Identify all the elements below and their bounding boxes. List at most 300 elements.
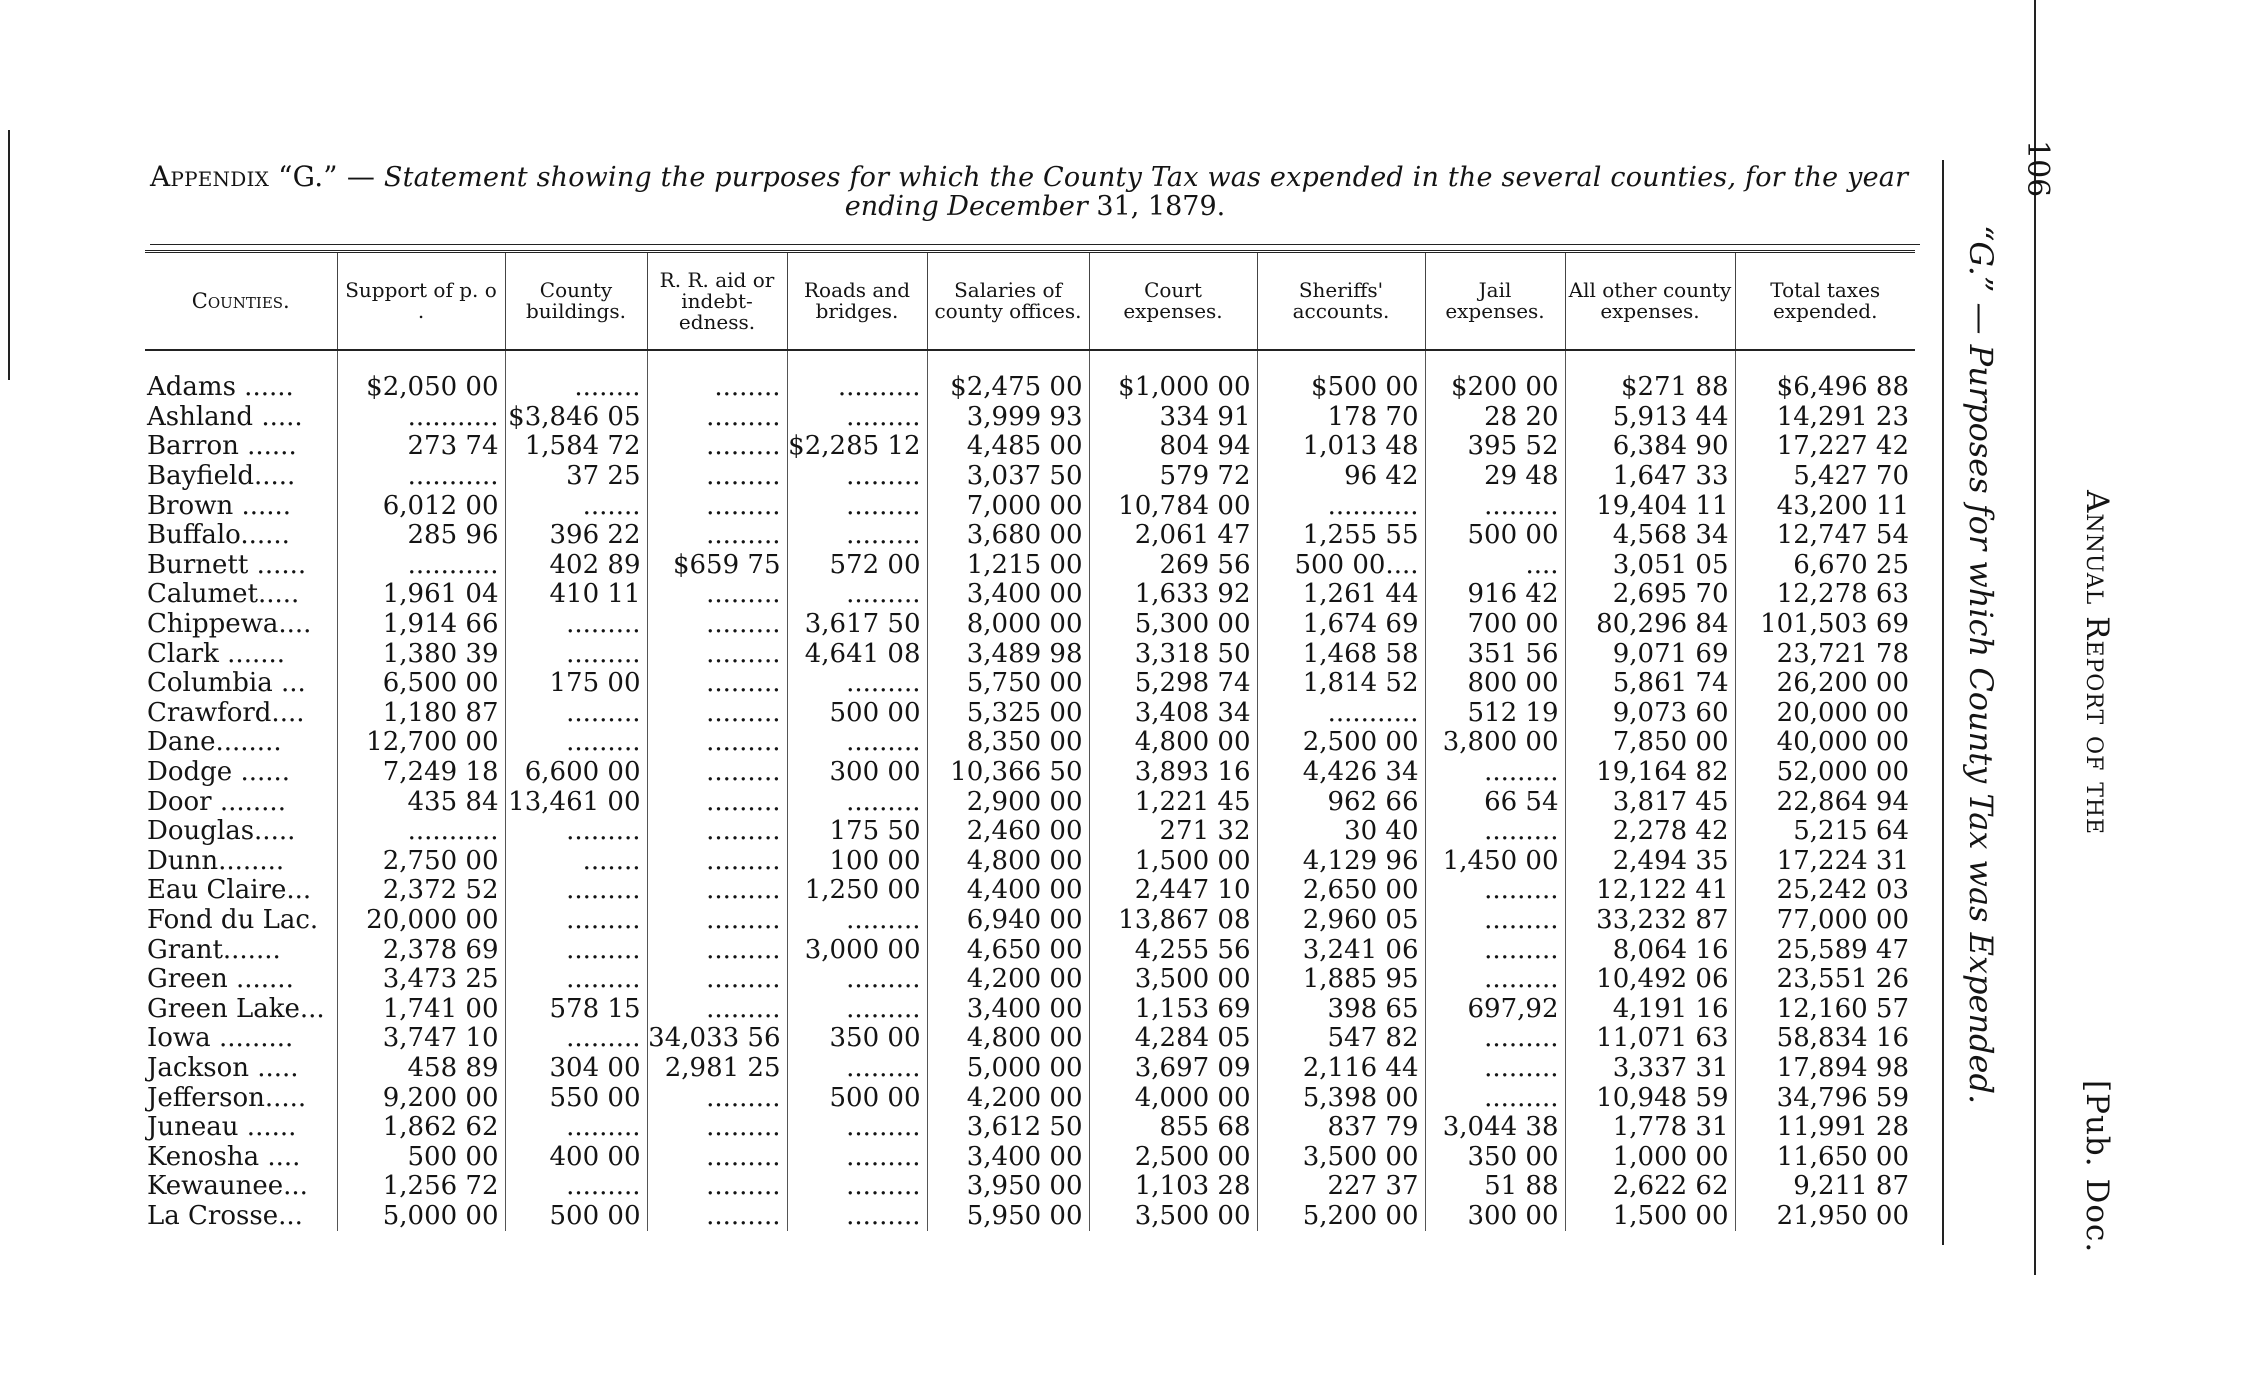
table-cell: $3,846 05	[505, 403, 647, 433]
table-cell: 500 00....	[1257, 551, 1425, 581]
column-header: R. R. aid or indebt-edness.	[647, 252, 787, 351]
table-cell: 3,893 16	[1089, 758, 1257, 788]
table-cell: 300 00	[787, 758, 927, 788]
table-cell: 2,960 05	[1257, 906, 1425, 936]
table-cell: 3,817 45	[1565, 787, 1735, 817]
table-cell: 40,000 00	[1735, 728, 1915, 758]
table-row	[145, 1113, 1915, 1143]
table-cell: 4,200 00	[927, 1083, 1089, 1113]
table-cell: 1,221 45	[1089, 787, 1257, 817]
table-cell: .........	[505, 1113, 647, 1143]
county-name: Brown ......	[147, 491, 292, 521]
table-cell: 6,940 00	[927, 906, 1089, 936]
table-cell: 3,489 98	[927, 639, 1089, 669]
left-margin-rule	[8, 130, 10, 380]
table-row	[145, 462, 1915, 492]
table-cell: 14,291 23	[1735, 403, 1915, 433]
table-cell: 4,650 00	[927, 935, 1089, 965]
table-cell: .........	[787, 1054, 927, 1084]
table-cell: 4,426 34	[1257, 758, 1425, 788]
table-cell: .........	[647, 403, 787, 433]
table-cell: .........	[1425, 935, 1565, 965]
table-cell: 804 94	[1089, 432, 1257, 462]
table-cell: .........	[647, 1083, 787, 1113]
table-cell: 500 00	[1425, 521, 1565, 551]
county-name: Grant.......	[147, 935, 281, 965]
table-cell: 3,318 50	[1089, 639, 1257, 669]
column-header: Counties.	[145, 252, 337, 351]
county-name: Dunn........	[147, 846, 285, 876]
table-cell: .........	[647, 521, 787, 551]
table-cell: 2,447 10	[1089, 876, 1257, 906]
table-cell: 6,670 25	[1735, 551, 1915, 581]
table-cell: 178 70	[1257, 403, 1425, 433]
table-cell: 578 15	[505, 994, 647, 1024]
table-cell: 350 00	[787, 1024, 927, 1054]
table-cell: ...........	[337, 403, 505, 433]
table-row	[145, 669, 1915, 699]
table-row	[145, 1142, 1915, 1172]
table-cell: 3,473 25	[337, 965, 505, 995]
table-cell: .........	[1425, 817, 1565, 847]
table-cell: 400 00	[505, 1142, 647, 1172]
table-cell: 6,012 00	[337, 491, 505, 521]
table-cell: 402 89	[505, 551, 647, 581]
table-cell: ...........	[337, 462, 505, 492]
table-cell: 3,044 38	[1425, 1113, 1565, 1143]
table-cell: 5,861 74	[1565, 669, 1735, 699]
pub-doc-label: [Pub. Doc.	[2079, 1080, 2115, 1254]
table-cell: .........	[647, 699, 787, 729]
table-cell: 1,885 95	[1257, 965, 1425, 995]
table-cell: 837 79	[1257, 1113, 1425, 1143]
table-cell: 5,300 00	[1089, 610, 1257, 640]
table-cell: 9,071 69	[1565, 639, 1735, 669]
table-cell: .........	[647, 1113, 787, 1143]
table-cell: 1,862 62	[337, 1113, 505, 1143]
table-cell: 25,242 03	[1735, 876, 1915, 906]
table-cell: 1,103 28	[1089, 1172, 1257, 1202]
right-table-rule	[1942, 160, 1944, 1245]
table-cell: 1,961 04	[337, 580, 505, 610]
table-cell: 9,073 60	[1565, 699, 1735, 729]
table-cell: 37 25	[505, 462, 647, 492]
table-cell: 1,013 48	[1257, 432, 1425, 462]
table-row	[145, 551, 1915, 581]
table-cell: .........	[505, 876, 647, 906]
table-cell: .........	[647, 1142, 787, 1172]
table-row	[145, 1024, 1915, 1054]
table-cell: 697,92	[1425, 994, 1565, 1024]
table-cell: 700 00	[1425, 610, 1565, 640]
table-cell: 80,296 84	[1565, 610, 1735, 640]
table-cell: 1,255 55	[1257, 521, 1425, 551]
table-cell: 5,000 00	[927, 1054, 1089, 1084]
table-cell: 101,503 69	[1735, 610, 1915, 640]
title-date-italic: ending December	[844, 191, 1088, 222]
table-cell: .........	[647, 728, 787, 758]
table-row	[145, 521, 1915, 551]
table-cell: 1,256 72	[337, 1172, 505, 1202]
column-header: Court expenses.	[1089, 252, 1257, 351]
column-header: Sheriffs' accounts.	[1257, 252, 1425, 351]
table-cell: .........	[505, 1172, 647, 1202]
table-cell: .......	[505, 847, 647, 877]
table-cell: 4,129 96	[1257, 847, 1425, 877]
county-name: Clark .......	[147, 639, 286, 669]
table-cell: 3,800 00	[1425, 728, 1565, 758]
table-cell: 2,695 70	[1565, 580, 1735, 610]
table-row	[145, 847, 1915, 877]
table-cell: .........	[1425, 876, 1565, 906]
table-cell: .........	[505, 728, 647, 758]
table-cell: .........	[1425, 1024, 1565, 1054]
table-row	[145, 935, 1915, 965]
table-cell: 579 72	[1089, 462, 1257, 492]
table-cell: 5,215 64	[1735, 817, 1915, 847]
county-name: Adams ......	[147, 373, 294, 403]
table-cell: .........	[647, 994, 787, 1024]
table-cell: 512 19	[1425, 699, 1565, 729]
table-cell: 1,261 44	[1257, 580, 1425, 610]
table-cell: .........	[505, 965, 647, 995]
table-cell: 3,337 31	[1565, 1054, 1735, 1084]
table-cell: $200 00	[1425, 373, 1565, 403]
table-cell: 1,741 00	[337, 994, 505, 1024]
table-row	[145, 758, 1915, 788]
table-cell: 547 82	[1257, 1024, 1425, 1054]
table-cell: 3,950 00	[927, 1172, 1089, 1202]
table-cell: 273 74	[337, 432, 505, 462]
table-cell: .........	[647, 906, 787, 936]
table-cell: 66 54	[1425, 787, 1565, 817]
table-cell: 12,122 41	[1565, 876, 1735, 906]
appendix-label: Appendix “G.” —	[150, 160, 376, 193]
table-cell: 1,450 00	[1425, 847, 1565, 877]
table-cell: 13,867 08	[1089, 906, 1257, 936]
table-cell: .........	[647, 787, 787, 817]
table-cell: 26,200 00	[1735, 669, 1915, 699]
table-cell: 2,981 25	[647, 1054, 787, 1084]
table-row	[145, 639, 1915, 669]
table-cell: 500 00	[505, 1202, 647, 1232]
table-cell: 3,400 00	[927, 580, 1089, 610]
table-cell: 20,000 00	[337, 906, 505, 936]
column-header: Jail expenses.	[1425, 252, 1565, 351]
table-cell: .........	[647, 610, 787, 640]
table-cell: 1,647 33	[1565, 462, 1735, 492]
table-cell: .........	[647, 935, 787, 965]
table-cell: 5,950 00	[927, 1202, 1089, 1232]
table-cell: 4,000 00	[1089, 1083, 1257, 1113]
table-cell: 550 00	[505, 1083, 647, 1113]
table-cell: 10,492 06	[1565, 965, 1735, 995]
table-cell: .........	[1425, 491, 1565, 521]
table-cell: 19,404 11	[1565, 491, 1735, 521]
table-cell: 52,000 00	[1735, 758, 1915, 788]
table-cell: 334 91	[1089, 403, 1257, 433]
county-name: Green Lake...	[147, 994, 325, 1024]
table-cell: 5,427 70	[1735, 462, 1915, 492]
table-cell: .........	[647, 491, 787, 521]
county-name: Douglas.....	[147, 816, 296, 847]
table-row	[145, 373, 1915, 403]
table-cell: 43,200 11	[1735, 491, 1915, 521]
table-cell: 100 00	[787, 847, 927, 877]
table-cell: 175 00	[505, 669, 647, 699]
table-cell: 34,796 59	[1735, 1083, 1915, 1113]
table-cell: 3,500 00	[1089, 965, 1257, 995]
table-cell: .........	[505, 610, 647, 640]
table-cell: $659 75	[647, 551, 787, 581]
table-cell: 4,400 00	[927, 876, 1089, 906]
table-cell: .........	[647, 876, 787, 906]
table-cell: 435 84	[337, 787, 505, 817]
table-cell: .........	[787, 462, 927, 492]
table-cell: 500 00	[787, 1083, 927, 1113]
table-cell: .........	[1425, 1083, 1565, 1113]
table-cell: $2,050 00	[337, 373, 505, 403]
table-cell: 4,485 00	[927, 432, 1089, 462]
table-cell: $2,285 12	[787, 432, 927, 462]
county-name: Kenosha ....	[147, 1142, 301, 1172]
county-name: Columbia ...	[147, 668, 306, 699]
table-cell: 300 00	[1425, 1202, 1565, 1232]
table-cell: 3,612 50	[927, 1113, 1089, 1143]
table-cell: 96 42	[1257, 462, 1425, 492]
table-cell: .........	[647, 639, 787, 669]
table-cell: 175 50	[787, 817, 927, 847]
county-name: Juneau ......	[147, 1112, 297, 1143]
county-name: Iowa .........	[147, 1024, 294, 1054]
table-cell: 11,071 63	[1565, 1024, 1735, 1054]
table-cell: 2,061 47	[1089, 521, 1257, 551]
table-cell: 2,378 69	[337, 935, 505, 965]
table-cell: $500 00	[1257, 373, 1425, 403]
county-name: Barron ......	[147, 432, 297, 462]
column-header: County buildings.	[505, 252, 647, 351]
table-cell: 11,991 28	[1735, 1113, 1915, 1143]
county-name: Chippewa....	[147, 609, 312, 640]
table-cell: 271 32	[1089, 817, 1257, 847]
page-number: 106	[2020, 140, 2055, 198]
table-cell: 269 56	[1089, 551, 1257, 581]
county-name: Dodge ......	[147, 757, 291, 788]
table-cell: .........	[647, 847, 787, 877]
county-name: Door ........	[147, 787, 286, 817]
table-cell: 1,380 39	[337, 639, 505, 669]
county-name: Crawford....	[147, 698, 305, 728]
table-row	[145, 906, 1915, 936]
table-cell: 3,051 05	[1565, 551, 1735, 581]
table-cell: .........	[505, 935, 647, 965]
table-cell: 17,894 98	[1735, 1054, 1915, 1084]
table-cell: ..........	[787, 373, 927, 403]
table-cell: .........	[787, 491, 927, 521]
table-cell: ...........	[1257, 699, 1425, 729]
table-cell: 8,350 00	[927, 728, 1089, 758]
table-cell: 2,900 00	[927, 787, 1089, 817]
table-cell: 25,589 47	[1735, 935, 1915, 965]
table-cell: ....	[1425, 551, 1565, 581]
table-cell: .........	[1425, 758, 1565, 788]
table-row	[145, 491, 1915, 521]
table-cell: 4,800 00	[1089, 728, 1257, 758]
table-row	[145, 1083, 1915, 1113]
title-line-1	[150, 160, 1920, 193]
table-cell: .........	[647, 965, 787, 995]
table-cell: 12,747 54	[1735, 521, 1915, 551]
table-cell: 916 42	[1425, 580, 1565, 610]
table-cell: .........	[787, 521, 927, 551]
table-cell: 12,160 57	[1735, 994, 1915, 1024]
table-cell: .........	[787, 906, 927, 936]
table-cell: .........	[505, 639, 647, 669]
table-cell: .........	[787, 787, 927, 817]
table-cell: 1,180 87	[337, 699, 505, 729]
table-cell: .........	[647, 817, 787, 847]
table-cell: 1,914 66	[337, 610, 505, 640]
table-cell: 458 89	[337, 1054, 505, 1084]
table-cell: 3,000 00	[787, 935, 927, 965]
table-cell: 2,460 00	[927, 817, 1089, 847]
county-tax-table	[145, 250, 1915, 1231]
table-cell: 8,000 00	[927, 610, 1089, 640]
table-cell: .........	[505, 1024, 647, 1054]
running-head: Annual Report of the	[2079, 490, 2115, 836]
table-cell: 21,950 00	[1735, 1202, 1915, 1232]
table-cell: .........	[505, 817, 647, 847]
table-cell: .........	[647, 1172, 787, 1202]
table-cell: .........	[647, 758, 787, 788]
title-line-2	[150, 191, 1920, 222]
county-name: Dane........	[147, 728, 282, 758]
table-cell: 12,700 00	[337, 728, 505, 758]
table-cell: 3,617 50	[787, 610, 927, 640]
table-cell: 10,366 50	[927, 758, 1089, 788]
table-cell: 3,500 00	[1257, 1142, 1425, 1172]
table-cell: .........	[787, 1113, 927, 1143]
table-cell: .........	[787, 669, 927, 699]
table-cell: .........	[787, 728, 927, 758]
table-cell: 12,278 63	[1735, 580, 1915, 610]
county-name: Ashland .....	[147, 402, 303, 432]
table-cell: 5,298 74	[1089, 669, 1257, 699]
table-cell: 2,494 35	[1565, 847, 1735, 877]
table-cell: 10,784 00	[1089, 491, 1257, 521]
table-cell: 5,000 00	[337, 1202, 505, 1232]
spacer-row	[145, 350, 1915, 373]
title-date-plain: 31, 1879.	[1096, 191, 1226, 222]
table-row	[145, 994, 1915, 1024]
table-cell: 5,325 00	[927, 699, 1089, 729]
table-title	[150, 160, 1920, 222]
table-cell: 3,500 00	[1089, 1202, 1257, 1232]
table-cell: 5,913 44	[1565, 403, 1735, 433]
table-cell: 6,384 90	[1565, 432, 1735, 462]
table-cell: 572 00	[787, 551, 927, 581]
table-cell: .........	[787, 965, 927, 995]
table-cell: 58,834 16	[1735, 1024, 1915, 1054]
column-header: Support of p. o .	[337, 252, 505, 351]
table-cell: 1,814 52	[1257, 669, 1425, 699]
table-cell: ...........	[337, 817, 505, 847]
table-cell: 1,250 00	[787, 876, 927, 906]
table-cell: 5,750 00	[927, 669, 1089, 699]
table-cell: 22,864 94	[1735, 787, 1915, 817]
table-cell: 4,800 00	[927, 1024, 1089, 1054]
table-cell: 3,680 00	[927, 521, 1089, 551]
table-cell: 4,284 05	[1089, 1024, 1257, 1054]
header-row	[145, 252, 1915, 351]
table-cell: 29 48	[1425, 462, 1565, 492]
county-name: Buffalo......	[147, 520, 290, 551]
table-cell: .........	[1425, 1054, 1565, 1084]
table-cell: 51 88	[1425, 1172, 1565, 1202]
table-cell: 396 22	[505, 521, 647, 551]
table-cell: .........	[505, 699, 647, 729]
table-cell: ...........	[337, 551, 505, 581]
table-cell: 10,948 59	[1565, 1083, 1735, 1113]
table-cell: 7,249 18	[337, 758, 505, 788]
table-cell: .........	[787, 994, 927, 1024]
table-cell: $1,000 00	[1089, 373, 1257, 403]
table-cell: .........	[787, 403, 927, 433]
table-row	[145, 1054, 1915, 1084]
county-name: Fond du Lac.	[147, 905, 319, 935]
table-row	[145, 580, 1915, 610]
table-cell: 2,500 00	[1257, 728, 1425, 758]
table-cell: 4,191 16	[1565, 994, 1735, 1024]
table-cell: 28 20	[1425, 403, 1565, 433]
county-name: Eau Claire...	[147, 876, 312, 906]
column-header: Total taxes expended.	[1735, 252, 1915, 351]
table-cell: 351 56	[1425, 639, 1565, 669]
table-cell: 395 52	[1425, 432, 1565, 462]
table-cell: 1,000 00	[1565, 1142, 1735, 1172]
table-cell: 3,400 00	[927, 1142, 1089, 1172]
table-body	[145, 350, 1915, 1231]
table-row	[145, 610, 1915, 640]
table-cell: 1,215 00	[927, 551, 1089, 581]
county-name: Bayfield.....	[147, 461, 296, 492]
table-cell: 4,800 00	[927, 847, 1089, 877]
title-underline-rule	[150, 244, 1920, 245]
table-cell: 350 00	[1425, 1142, 1565, 1172]
table-cell: 30 40	[1257, 817, 1425, 847]
table-cell: 3,408 34	[1089, 699, 1257, 729]
table-cell: 285 96	[337, 521, 505, 551]
table-cell: 9,211 87	[1735, 1172, 1915, 1202]
table-cell: 1,674 69	[1257, 610, 1425, 640]
table-row	[145, 965, 1915, 995]
table-cell: 17,224 31	[1735, 847, 1915, 877]
table-cell: .........	[787, 1172, 927, 1202]
table-row	[145, 403, 1915, 433]
table-cell: 3,241 06	[1257, 935, 1425, 965]
table-row	[145, 728, 1915, 758]
column-header: Salaries of county offices.	[927, 252, 1089, 351]
table-cell: $2,475 00	[927, 373, 1089, 403]
table-cell: 4,568 34	[1565, 521, 1735, 551]
table-cell: .........	[505, 906, 647, 936]
table-cell: 398 65	[1257, 994, 1425, 1024]
side-caption: “G.” — Purposes for which County Tax was Expended.	[1962, 225, 2000, 1105]
table-cell: 34,033 56	[647, 1024, 787, 1054]
table-cell: 227 37	[1257, 1172, 1425, 1202]
table-cell: 2,622 62	[1565, 1172, 1735, 1202]
table-cell: 7,850 00	[1565, 728, 1735, 758]
